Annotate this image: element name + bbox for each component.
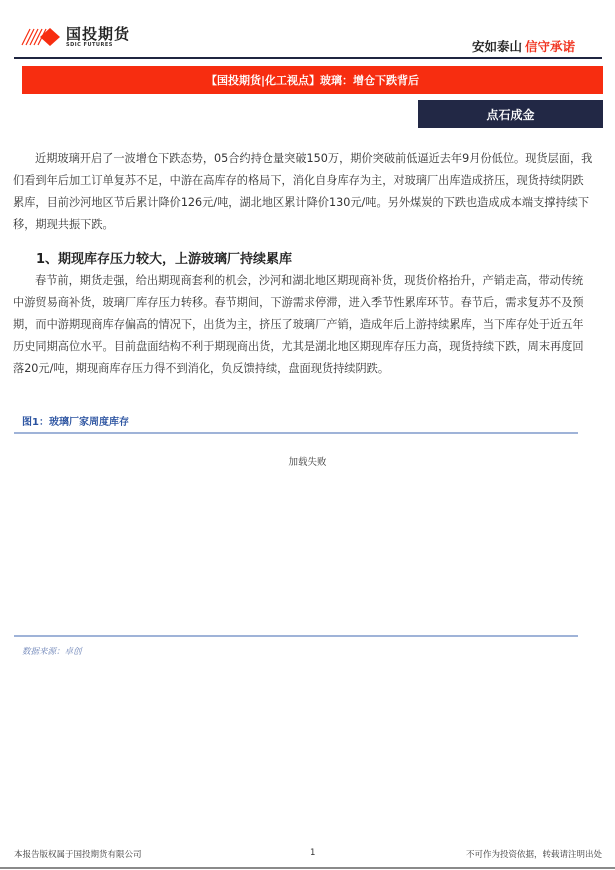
logo-english-text: SDIC FUTURES (66, 42, 113, 48)
logo-diamond-icon (20, 27, 62, 47)
footer-copyright: 本报告版权属于国投期货有限公司 (14, 850, 142, 860)
figure-top-rule (14, 432, 578, 434)
header-divider (14, 57, 602, 59)
section-heading-1: 1、期现库存压力较大，上游玻璃厂持续累库 (36, 252, 293, 267)
slogan-part-2: 信守承诺 (524, 39, 575, 54)
footer-divider (0, 867, 615, 869)
slogan-part-1: 安如泰山 (471, 39, 522, 54)
figure-source: 数据来源：卓创 (22, 647, 82, 657)
figure-1-title: 图1：玻璃厂家周度库存 (22, 417, 129, 428)
figure-bottom-rule (14, 635, 578, 637)
report-title: 【国投期货|化工视点】玻璃：增仓下跌背后 (205, 74, 420, 87)
logo-chinese-text: 国投期货 (66, 25, 131, 43)
report-title-bar (22, 66, 603, 94)
slogan (472, 37, 575, 55)
figure-load-failed: 加载失败 (288, 457, 327, 468)
column-tag-label: 点石成金 (486, 107, 535, 122)
footer-disclaimer: 不可作为投资依据，转载请注明出处 (465, 850, 602, 860)
page-number: 1 (310, 848, 316, 858)
paragraph-section-1: 春节前，期货走强，给出期现商套利的机会，沙河和湖北地区期现商补货，现货价格抬升，产销走高，带动传统中游贸易商补货，玻璃厂库存压力转移。春节期间，下游需求停滞，进入季节性累库环节。春节后，需求复苏不及预期，而中游期现商库存偏高的情况下，出货为主，挤压了玻璃厂产销，造成年后上游持续累库，当下库存处于近五年历史同期高位水平。目前盘面结构不利于期现商出货，尤其是湖北地区期现库存压力高，现货持续下跌，周末再度回落20元/吨，期现商库存压力得不到消化，负反馈持续，盘面现货持续阴跌。 (13, 274, 584, 375)
paragraph-intro: 近期玻璃开启了一波增仓下跌态势，05合约持仓量突破150万，期价突破前低逼近去年9月份低位。现货层面，我们看到年后加工订单复苏不足，中游在高库存的格局下，消化自身库存为主，对玻璃厂出库造成挤压，现货持续阴跌累库，目前沙河地区节后累计降价126元/吨，湖北地区累计降价130元/吨。另外煤炭的下跌也造成成本端支撑持续下移，期现共振下跌。 (13, 152, 593, 231)
column-tag (418, 100, 603, 128)
company-logo (20, 26, 130, 48)
